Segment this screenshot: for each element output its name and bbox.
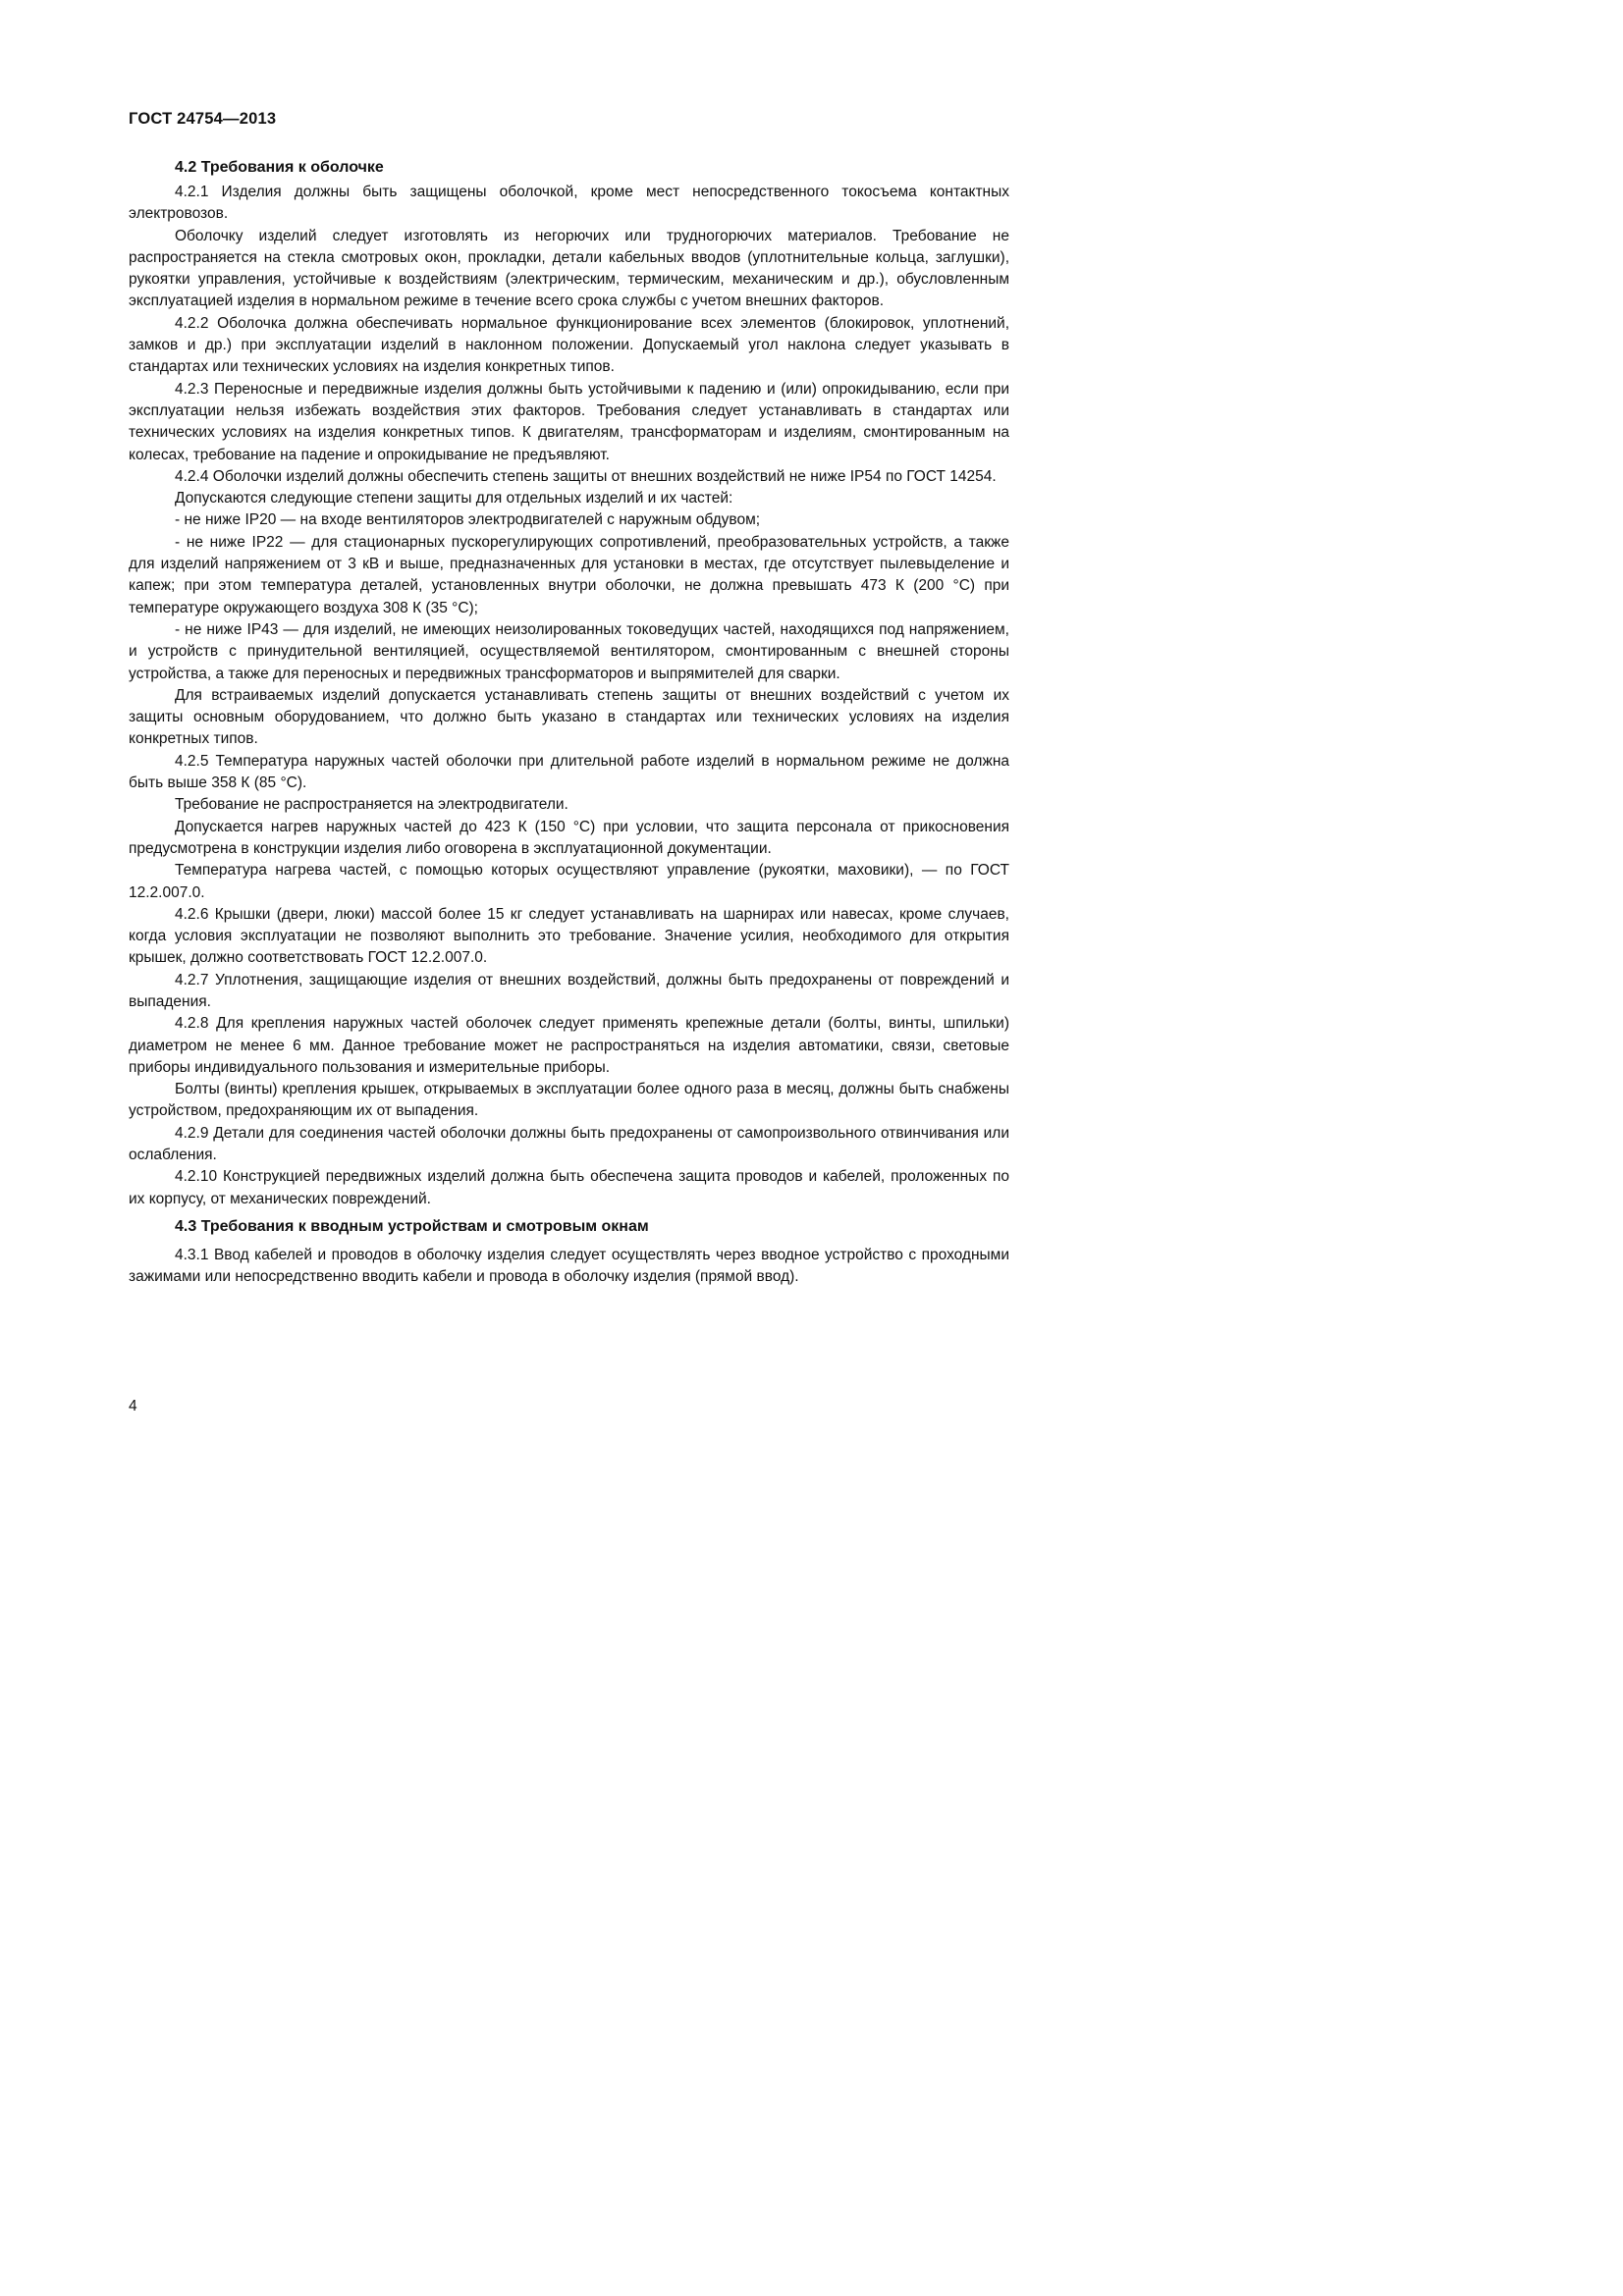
paragraph: 4.2.8 Для крепления наружных частей оболочек следует применять крепежные детали (болты, винты, шпильки) диаметром не менее 6 мм. Данное требование может не распространяться на изделия автоматики, связи, световые приборы индивидуального пользования и измерительные приборы.	[129, 1015, 1009, 1076]
paragraph: Оболочку изделий следует изготовлять из негорючих или трудногорючих материалов. Требование не распространяется на стекла смотровых окон, прокладки, детали кабельных вводов (уплотнительные кольца, заглушки), рукоятки управления, устойчивые к воздействиям (электрическим, термическим, механическим и др.), обусловленным эксплуатацией изделия в нормальном режиме в течение всего срока службы с учетом внешних факторов.	[129, 227, 1009, 310]
paragraph: Для встраиваемых изделий допускается устанавливать степень защиты от внешних воздействий с учетом их защиты основным оборудованием, что должно быть указано в стандартах или технических условиях на изделия конкретных типов.	[129, 686, 1009, 748]
paragraph: Болты (винты) крепления крышек, открываемых в эксплуатации более одного раза в месяц, должны быть снабжены устройством, предохраняющим их от выпадения.	[129, 1081, 1009, 1120]
paragraph: 4.2.9 Детали для соединения частей оболочки должны быть предохранены от самопроизвольного отвинчивания или ослабления.	[129, 1124, 1009, 1164]
paragraph: 4.2.1 Изделия должны быть защищены оболочкой, кроме мест непосредственного токосъема контактных электровозов.	[129, 184, 1009, 223]
document-body	[129, 157, 1009, 1289]
list-item: - не ниже IP43 — для изделий, не имеющих неизолированных токоведущих частей, находящихся под напряжением, и устройств с принудительной вентиляцией, осуществляемой вентилятором, смонтированным с внешней стороны устройства, а также для переносных и передвижных трансформаторов и выпрямителей для сварки.	[129, 620, 1009, 682]
paragraph: 4.2.5 Температура наружных частей оболочки при длительной работе изделий в нормальном режиме не должна быть выше 358 К (85 °С).	[129, 752, 1009, 792]
paragraph: 4.2.6 Крышки (двери, люки) массой более 15 кг следует устанавливать на шарнирах или навесах, кроме случаев, когда условия эксплуатации не позволяют выполнить это требование. Значение усилия, необходимого для открытия крышек, должно соответствовать ГОСТ 12.2.007.0.	[129, 905, 1009, 967]
paragraph: 4.2.7 Уплотнения, защищающие изделия от внешних воздействий, должны быть предохранены от повреждений и выпадения.	[129, 971, 1009, 1010]
document-page	[0, 0, 1086, 1539]
list-item: - не ниже IP22 — для стационарных пускорегулирующих сопротивлений, преобразовательных устройств, а также для изделий напряжением от 3 кВ и выше, предназначенных для установки в местах, где отсутствует пылевыделение и капеж; при этом температура деталей, установленных внутри оболочки, не должна превышать 473 К (200 °С) при температуре окружающего воздуха 308 К (35 °С);	[129, 533, 1009, 616]
document-code-header: ГОСТ 24754—2013	[129, 110, 277, 128]
paragraph: Допускаются следующие степени защиты для отдельных изделий и их частей:	[175, 490, 733, 507]
paragraph: Требование не распространяется на электродвигатели.	[175, 796, 568, 814]
section-heading-4-3: 4.3 Требования к вводным устройствам и смотровым окнам	[175, 1217, 649, 1235]
paragraph: Температура нагрева частей, с помощью которых осуществляют управление (рукоятки, маховики), — по ГОСТ 12.2.007.0.	[129, 862, 1009, 901]
page-number: 4	[129, 1398, 137, 1415]
paragraph: 4.2.4 Оболочки изделий должны обеспечить степень защиты от внешних воздействий не ниже IP54 по ГОСТ 14254.	[175, 467, 997, 485]
paragraph: 4.2.10 Конструкцией передвижных изделий должна быть обеспечена защита проводов и кабелей, проложенных по их корпусу, от механических повреждений.	[129, 1168, 1009, 1207]
paragraph: 4.2.2 Оболочка должна обеспечивать нормальное функционирование всех элементов (блокировок, уплотнений, замков и др.) при эксплуатации изделий в наклонном положении. Допускаемый угол наклона следует указывать в стандартах или технических условиях на изделия конкретных типов.	[129, 314, 1009, 376]
paragraph: 4.2.3 Переносные и передвижные изделия должны быть устойчивыми к падению и (или) опрокидыванию, если при эксплуатации нельзя избежать воздействия этих факторов. Требования следует устанавливать в стандартах или технических условиях на изделия конкретных типов. К двигателям, трансформаторам и изделиям, смонтированным на колесах, требование на падение и опрокидывание не предъявляют.	[129, 380, 1009, 463]
paragraph: Допускается нагрев наружных частей до 423 К (150 °С) при условии, что защита персонала от прикосновения предусмотрена в конструкции изделия либо оговорена в эксплуатационной документации.	[129, 818, 1009, 857]
paragraph: 4.3.1 Ввод кабелей и проводов в оболочку изделия следует осуществлять через вводное устройство с проходными зажимами или непосредственно вводить кабели и провода в оболочку изделия (прямой ввод).	[129, 1246, 1009, 1286]
section-heading-4-2: 4.2 Требования к оболочке	[175, 159, 384, 176]
list-item: - не ниже IP20 — на входе вентиляторов электродвигателей с наружным обдувом;	[175, 511, 761, 529]
